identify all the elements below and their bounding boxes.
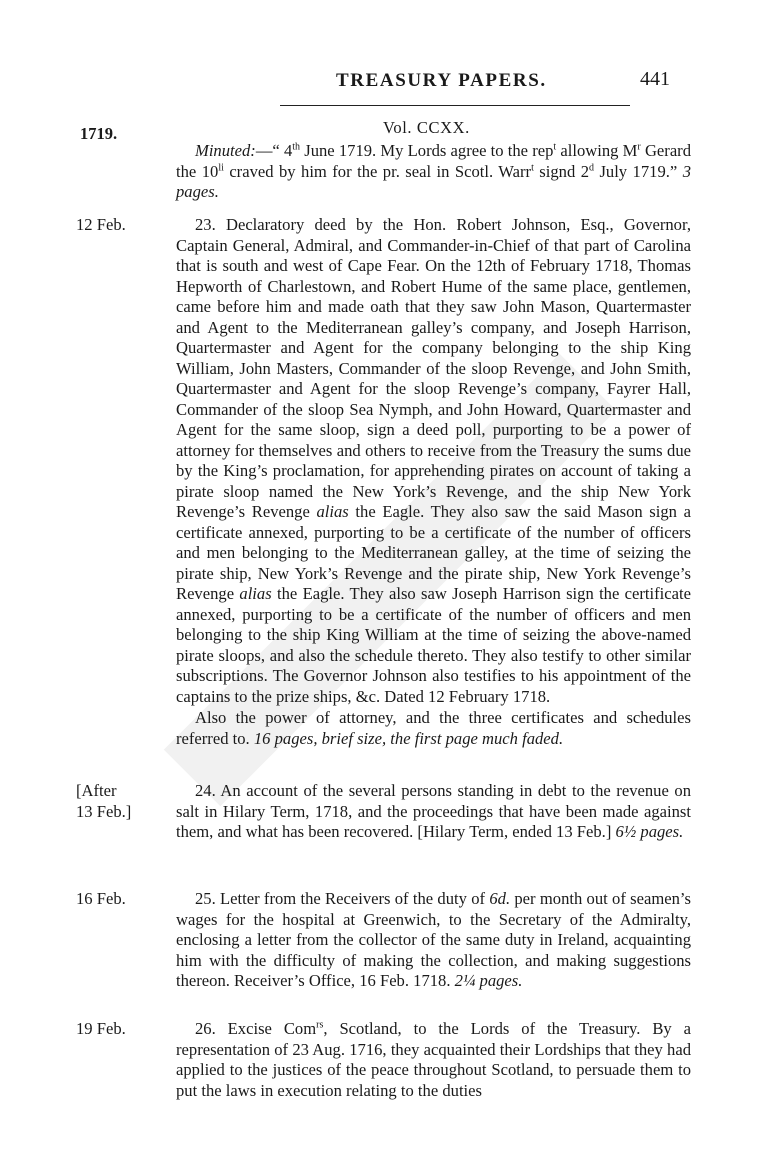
minute-text: July 1719.”	[594, 161, 683, 181]
entry-text: 25. Letter from the Receivers of the duty of	[195, 889, 490, 908]
superscript: d	[589, 161, 594, 173]
superscript: rs	[316, 1019, 324, 1031]
entry-23	[176, 215, 691, 749]
entry-date: 19 Feb.	[76, 1019, 126, 1038]
entry-date-line: [After	[76, 781, 117, 800]
entry-text: , Scotland, to the Lords of the Treasury. By a representation of 23 Aug. 1716, they acquainted their Lordships that they had applied to the justices of the peace throughout Scotland, to persuade them to put the laws in execution relating to the duties	[176, 1019, 692, 1100]
entry-italic: alias	[239, 584, 272, 603]
minute-size: 3 pages.	[176, 161, 691, 201]
page-number: 441	[640, 68, 670, 90]
minute-text: June 1719. My Lords agree to the rep	[300, 141, 554, 160]
entry-size: 2¼ pages.	[454, 971, 523, 990]
superscript: t	[553, 141, 557, 153]
superscript: li	[218, 161, 224, 173]
entry-text: Also the power of attorney, and the three certificates and schedules referred to.	[176, 708, 691, 748]
entry-date	[76, 781, 131, 822]
minute-note	[176, 141, 691, 203]
minute-text: allowing M	[556, 141, 638, 160]
entry-date: 12 Feb.	[76, 215, 126, 234]
superscript: t	[531, 161, 534, 173]
minute-label: Minuted:	[195, 141, 256, 160]
entry-25	[176, 889, 691, 992]
entry-italic: alias	[316, 502, 349, 521]
entry-text: the Eagle. They also saw the said Mason sign a certificate annexed, purporting to be a certificate of the number of officers and men belonging to the Mediterranean galley, at the time of seizing the pirate ship, New York’s Revenge and the pirate ship, New York Revenge’s Revenge	[176, 502, 691, 603]
superscript: th	[292, 141, 301, 153]
entry-text: per month out of seamen’s wages for the hospital at Greenwich, to the Secretary of the Admiralty, enclosing a letter from the collector of the same duty in Ireland, acquainting him with the difficulty of making the collection, and making suggestions thereon. Receiver’s Office, 16 Feb. 1718.	[176, 889, 691, 990]
entry-size: 6½ pages.	[615, 822, 684, 841]
minute-text: signd 2	[533, 161, 589, 181]
minute-text: craved by him for the pr. seal in Scotl. Warr	[223, 161, 532, 181]
entry-date: 16 Feb.	[76, 889, 126, 908]
entry-24	[176, 781, 691, 843]
header-rule	[280, 105, 630, 106]
entry-text: the Eagle. They also saw Joseph Harrison sign the certificate annexed, purporting to be a certificate of the number of officers and men belonging to the ship King William at the time of seizing the above-named pirate sloops, and also the schedule thereto. They also testify to other similar subscriptions. The Governor Johnson also testifies to his appointment of the captains to the prize ships, &c. Dated 12 February 1718.	[176, 584, 691, 706]
minute-text: —“ 4	[255, 141, 293, 160]
superscript: r	[637, 141, 641, 153]
entry-text: 24. An account of the several persons standing in debt to the revenue on salt in Hilary Term, 1718, and the proceedings that have been made against them, and what has been recovered. [Hilary Term, ended 13 Feb.]	[176, 781, 691, 841]
entry-italic: 6d.	[489, 889, 511, 908]
margin-year: 1719.	[80, 124, 118, 143]
entry-26	[176, 1019, 691, 1101]
entry-text: 23. Declaratory deed by the Hon. Robert Johnson, Esq., Governor, Captain General, Admiral, and Commander-in-Chief of that part of Carolina that is south and west of Cape Fear. On the 12th of February 1718, Thomas Hepworth of Charlestown, and Robert Hume of the same place, gentlemen, came before him and made oath that they saw John Mason, Quartermaster and Agent to the Mediterranean galley’s company, and Joseph Harrison, Quartermaster and Agent for the company belonging to the ship King William, John Masters, Commander of the sloop Revenge, and John Smith, Quartermaster and Agent for the sloop Revenge’s company, Fayrer Hall, Commander of the sloop Sea Nymph, and John Howard, Quartermaster and Agent for the same sloop, sign a deed poll, purporting to be a power of attorney for themselves and others to receive from the Treasury the sums due by the King’s proclamation, for apprehending pirates on account of taking a pirate sloop named the New York’s Revenge, and the ship New York Revenge’s Revenge	[176, 215, 691, 521]
minute-text: Gerard the 10	[176, 141, 692, 181]
entry-text: 26. Excise Com	[195, 1019, 317, 1038]
entry-date-line: 13 Feb.]	[76, 801, 132, 821]
volume-heading: Vol. CCXX.	[383, 118, 470, 137]
running-title: TREASURY PAPERS.	[336, 70, 547, 91]
entry-size: 16 pages, brief size, the first page much faded.	[253, 728, 564, 748]
